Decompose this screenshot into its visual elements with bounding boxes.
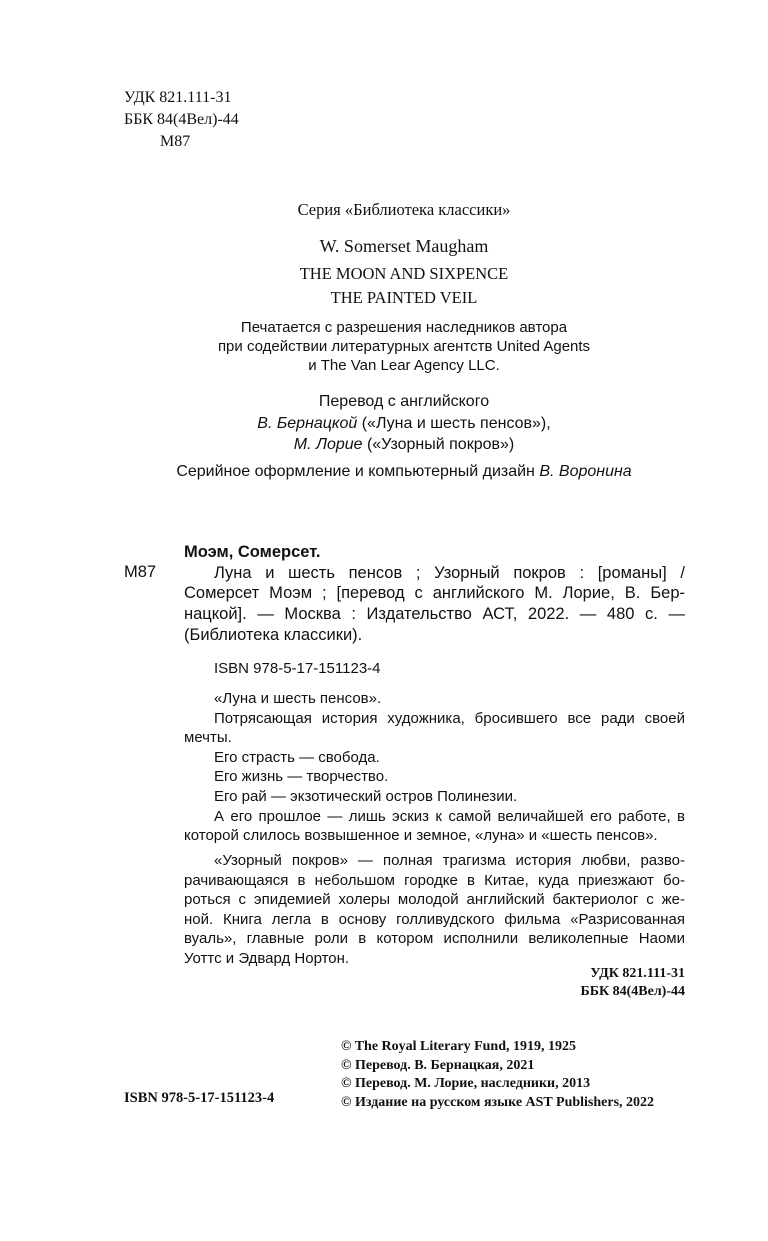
original-author: W. Somerset Maugham (319, 236, 489, 256)
designer-name: В. Воронина (539, 463, 632, 480)
copyright-block (341, 1038, 654, 1112)
translated-work: («Луна и шесть пенсов»), (357, 414, 551, 432)
copyright-line: © The Royal Literary Fund, 1919, 1925 (341, 1039, 576, 1054)
translator-name: В. Бернацкой (257, 414, 358, 432)
annotation-moon-and-sixpence (184, 689, 685, 846)
permission-line: Печатается с разрешения наследников автора (240, 319, 568, 336)
translator-line-1 (0, 413, 768, 435)
annotation-line: которой слилось возвышенное и земное, «луна» и «шесть пенсов». (184, 827, 658, 845)
design-credit (0, 463, 768, 481)
translated-work: («Узорный покров») (362, 436, 515, 453)
annotation-line: Его рай — экзотический остров Полинезии. (214, 787, 518, 805)
annotation-line: А его прошлое — лишь эскиз к самой величайшей его работе, в (214, 807, 685, 825)
copyright-line: © Перевод. М. Лорие, наследники, 2013 (341, 1076, 591, 1091)
bibliographic-line: Сомерсет Моэм ; [перевод с английского М. Лорие, В. Бер- (184, 584, 685, 603)
translation-heading: Перевод с английского (318, 393, 490, 410)
permission-block (0, 318, 768, 375)
original-title-1: THE MOON AND SIXPENCE (299, 264, 509, 283)
annotation-line: вуаль», главные роли в котором исполнили великолепные Наоми (184, 930, 685, 948)
bibliographic-isbn: ISBN 978-5-17-151123-4 (214, 660, 381, 677)
bibliographic-record (184, 542, 685, 646)
translator-line-2 (0, 434, 768, 456)
translation-block (0, 391, 768, 456)
annotation-line: роться с эпидемией холеры молодой английский бактериолог с же- (184, 891, 685, 909)
annotation-line: «Узорный покров» — полная трагизма история любви, разво- (214, 852, 685, 869)
bibliographic-line: (Библиотека классики). (184, 625, 363, 644)
classification-bold-block (400, 965, 685, 1000)
bibliographic-author-mark: М87 (124, 563, 157, 581)
annotation-line: ной. Книга легла в основу голливудского фильма «Разрисованная (184, 910, 685, 928)
permission-line: и The Van Lear Agency LLC. (308, 357, 500, 374)
bbk-code: ББК 84(4Вел)-44 (124, 111, 239, 128)
copyright-line: © Перевод. В. Бернацкая, 2021 (341, 1057, 535, 1073)
udk-code-bold: УДК 821.111-31 (590, 966, 685, 981)
bbk-code-bold: ББК 84(4Вел)-44 (580, 983, 685, 999)
annotation-line: «Луна и шесть пенсов». (214, 690, 382, 707)
translator-name: М. Лорие (293, 436, 363, 453)
annotation-line: Его жизнь — творчество. (214, 768, 389, 786)
series-title: Серия «Библиотека классики» (297, 200, 511, 219)
author-mark: М87 (160, 133, 191, 150)
bibliographic-heading: Моэм, Сомерсет. (184, 543, 321, 561)
annotation-painted-veil (184, 851, 685, 969)
bibliographic-line: Луна и шесть пенсов ; Узорный покров : [романы] / (214, 563, 685, 582)
design-credit-text: Серийное оформление и компьютерный дизайн (176, 463, 540, 480)
bibliographic-line: нацкой]. — Москва : Издательство АСТ, 2022. — 480 с. — (184, 605, 685, 624)
annotation-line: Потрясающая история художника, бросившего все ради своей (214, 709, 685, 727)
permission-line: при содействии литературных агентств United Agents (217, 338, 591, 355)
udk-code: УДК 821.111-31 (124, 89, 232, 106)
original-title-2: THE PAINTED VEIL (330, 288, 478, 307)
copyright-line: © Издание на русском языке AST Publishers, 2022 (341, 1094, 655, 1110)
annotation-line: мечты. (184, 729, 232, 747)
annotation-line: рачивающаяся в небольшом городке в Китае, куда приезжают бо- (184, 871, 685, 889)
annotation-line: Уоттс и Эдвард Нортон. (184, 949, 350, 967)
annotation-line: Его страсть — свобода. (214, 748, 380, 766)
isbn-bottom: ISBN 978-5-17-151123-4 (124, 1090, 275, 1106)
